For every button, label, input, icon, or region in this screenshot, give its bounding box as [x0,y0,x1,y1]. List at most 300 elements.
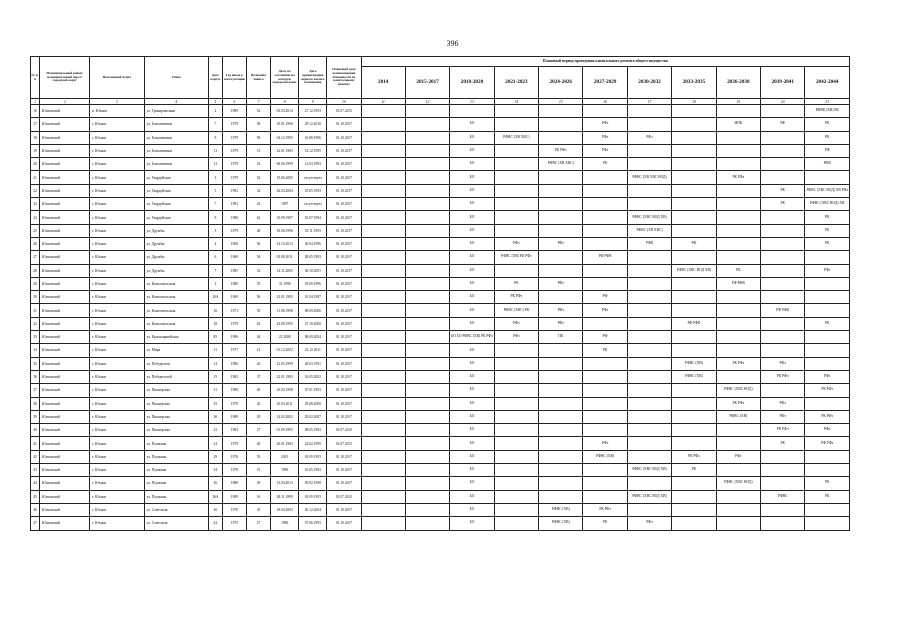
table-row [31,184,850,197]
house-cell: 24 [208,437,222,450]
year-built-cell: 1979 [222,437,246,450]
plan-cell: БО [450,503,494,516]
plan-cell: РК [805,131,850,144]
plan-cell [405,144,449,157]
year-built-cell: 1977 [222,344,246,357]
plan-cell [405,384,449,397]
date-condition-cell: 23.08.1995 [271,317,299,330]
plan-cell [361,464,405,477]
date-privatization-cell: 30.04.1996 [299,237,327,250]
street-cell: ул. Мира [144,344,208,357]
municipality-cell: Юхновский [40,237,90,250]
plan-cell [583,317,627,330]
plan-cell: РК [805,237,850,250]
header-year: 2030-2032 [627,67,671,99]
plan-cell [761,264,805,277]
plan-cell [805,397,850,410]
plan-cell: РК [494,277,538,290]
plan-cell: РФэ [494,317,538,330]
street-cell: ул. Красноармейская [144,331,208,344]
plan-cell [494,517,538,530]
wear-cell: 58 [246,131,270,144]
plan-cell [405,370,449,383]
column-number-cell: 21 [805,99,850,105]
house-cell: 13 [208,158,222,171]
num-cell: 21 [31,171,40,184]
date-privatization-cell: 30.10.2001 [299,264,327,277]
deadline-cell: 01.10.2017 [327,158,361,171]
num-cell: 26 [31,237,40,250]
header-year: 2033-2035 [672,67,716,99]
plan-cell [627,503,671,516]
wear-cell: 37 [246,370,270,383]
house-cell: 26 [208,503,222,516]
plan-cell [716,317,760,330]
header-year: 2027-2029 [583,67,627,99]
header-settlement: Населенный пункт [90,57,144,99]
street-cell: ул. Гвардейская [144,184,208,197]
wear-cell: 27 [246,424,270,437]
table-row [31,503,850,516]
wear-cell: 29 [246,477,270,490]
plan-cell: РФВ [805,158,850,171]
plan-cell [761,158,805,171]
wear-cell: 48 [246,224,270,237]
plan-cell: РФ [672,237,716,250]
plan-cell: РФэ [627,517,671,530]
date-condition-cell: 1997 [271,198,299,211]
deadline-cell: 01.10.2017 [327,370,361,383]
plan-cell [361,490,405,503]
plan-cell [716,291,760,304]
plan-cell: РФэ [805,264,850,277]
date-condition-cell: 31.1998 [271,277,299,290]
num-cell: 16 [31,105,40,118]
plan-cell [361,131,405,144]
plan-cell: РФК [627,237,671,250]
municipality-cell: Юхновский [40,357,90,370]
plan-cell [361,517,405,530]
plan-cell: РФВС (ХВС ВОД) [716,477,760,490]
date-privatization-cell: 12.03.1993 [299,158,327,171]
deadline-cell: 01.10.2017 [327,171,361,184]
plan-cell [716,131,760,144]
header-date-privatization: Дата приватизации первого жилого помещения [299,57,327,99]
table-row [31,331,850,344]
settlement-cell: г. Юхнов [90,317,144,330]
num-cell: 29 [31,277,40,290]
plan-cell [716,158,760,171]
plan-cell [627,477,671,490]
deadline-cell: 01.10.2017 [327,384,361,397]
plan-cell [494,344,538,357]
date-condition-cell: 28.11.1999 [271,490,299,503]
plan-cell [405,251,449,264]
wear-cell: 42 [246,198,270,211]
date-privatization-cell: 07.01.1993 [299,384,327,397]
plan-cell: РФВС (ХВС ВОД ХВ) [627,211,671,224]
municipality-cell: Юхновский [40,184,90,197]
municipality-cell: Юхновский [40,264,90,277]
plan-cell: БО [450,424,494,437]
plan-cell [672,184,716,197]
plan-cell [761,503,805,516]
plan-cell [672,131,716,144]
plan-cell [494,158,538,171]
header-year: 2014 [361,67,405,99]
column-number-cell: 11 [361,99,405,105]
header-plan-period: Плановый период проведения капитального ремонта общего имущества [361,57,850,67]
date-condition-cell: 14.10.2013 [271,237,299,250]
date-privatization-cell: 18.05.1993 [299,184,327,197]
plan-cell [539,198,583,211]
header-row-1 [31,57,850,67]
header-municipality: Муниципальный район/муниципальный округ/городской округ [40,57,90,99]
plan-cell [761,251,805,264]
plan-cell: ПК [539,331,583,344]
house-cell: 36А [208,490,222,503]
street-cell: ул. Комсомольская [144,304,208,317]
column-number-cell: 7 [246,99,270,105]
plan-cell [716,517,760,530]
plan-cell [627,105,671,118]
street-cell: ул. Пушкина [144,477,208,490]
date-condition-cell: 13.04.2013 [271,477,299,490]
column-number-cell: 2 [40,99,90,105]
year-built-cell: 1979 [222,118,246,131]
house-cell: 15 [208,370,222,383]
settlement-cell: г. Юхнов [90,397,144,410]
plan-cell [805,171,850,184]
year-built-cell: 1988 [222,410,246,423]
plan-cell [672,384,716,397]
plan-cell: РФэ [805,370,850,383]
num-cell: 40 [31,424,40,437]
header-num: № п/п [31,57,40,99]
plan-cell [761,331,805,344]
plan-cell: РФ [583,331,627,344]
plan-cell [405,410,449,423]
plan-cell [494,397,538,410]
wear-cell: 62 [246,317,270,330]
table-row [31,171,850,184]
street-cell: ул. Пионерская [144,424,208,437]
settlement-cell: г. Юхнов [90,450,144,463]
plan-cell: РФ РФК [761,304,805,317]
plan-cell: РФ РФВ [583,251,627,264]
plan-cell [716,424,760,437]
header-wear: Величина износа [246,57,270,99]
plan-cell [361,264,405,277]
plan-cell: РК [583,344,627,357]
year-built-cell: 1988 [222,211,246,224]
table-row [31,144,850,157]
plan-cell [539,105,583,118]
deadline-cell: 01.10.2017 [327,198,361,211]
plan-cell [494,370,538,383]
plan-cell [672,490,716,503]
column-number-cell: 18 [672,99,716,105]
municipality-cell: Юхновский [40,517,90,530]
plan-cell [539,450,583,463]
plan-cell [805,304,850,317]
plan-cell: РК РФэ [716,357,760,370]
plan-cell [672,118,716,131]
year-built-cell: 1989 [222,105,246,118]
house-cell: 5 [208,184,222,197]
plan-cell [627,317,671,330]
plan-cell [761,144,805,157]
plan-cell [539,464,583,477]
plan-cell: РФэ [716,450,760,463]
num-cell: 39 [31,410,40,423]
plan-cell [716,224,760,237]
municipality-cell: Юхновский [40,410,90,423]
plan-cell [672,331,716,344]
num-cell: 43 [31,464,40,477]
settlement-cell: г. Юхнов [90,224,144,237]
plan-cell [761,291,805,304]
plan-cell [583,410,627,423]
plan-cell: БО [450,384,494,397]
settlement-cell: г. Юхнов [90,277,144,290]
deadline-cell: 01.10.2017 [327,517,361,530]
house-cell: 29 [208,450,222,463]
year-built-cell: 1988 [222,477,246,490]
date-privatization-cell: 01.04.1997 [299,291,327,304]
plan-cell [583,211,627,224]
wear-cell: 40 [246,437,270,450]
column-number-cell: 20 [761,99,805,105]
house-cell: 9 [208,211,222,224]
house-cell: 23 [208,424,222,437]
plan-cell [672,144,716,157]
plan-cell [405,397,449,410]
settlement-cell: г. Юхнов [90,503,144,516]
wear-cell: 55 [246,304,270,317]
plan-cell: РФэ [539,237,583,250]
plan-cell: РК РФэ [494,291,538,304]
house-cell: 31 [208,384,222,397]
plan-cell [672,304,716,317]
num-cell: 34 [31,344,40,357]
header-year: 2021-2023 [494,67,538,99]
municipality-cell: Юхновский [40,171,90,184]
capital-repair-table [30,56,850,531]
wear-cell: 55 [246,277,270,290]
date-condition-cell: 10.01.1996 [271,118,299,131]
plan-cell: РФэ [539,317,583,330]
date-privatization-cell: 01.07.1994 [299,211,327,224]
municipality-cell: Юхновский [40,490,90,503]
plan-cell [405,517,449,530]
deadline-cell: 01.10.2017 [327,264,361,277]
plan-cell: РК РФэ [761,370,805,383]
header-year: 2042-2044 [805,67,850,99]
plan-cell: РФВС (ХВ ХВС ВОД) [627,171,671,184]
plan-cell [405,211,449,224]
plan-cell [583,277,627,290]
wear-cell: 16 [246,490,270,503]
municipality-cell: Юхновский [40,224,90,237]
plan-cell [494,490,538,503]
date-privatization-cell: отсутствует [299,171,327,184]
plan-cell [405,118,449,131]
municipality-cell: Юхновский [40,251,90,264]
deadline-cell: 01.10.2017 [327,291,361,304]
num-cell: 47 [31,517,40,530]
column-number-cell: 13 [450,99,494,105]
settlement-cell: г. Юхнов [90,184,144,197]
header-year: 2018-2020 [450,67,494,99]
column-number-cell: 1 [31,99,40,105]
plan-cell [583,464,627,477]
plan-cell: РК [583,517,627,530]
wear-cell: 29 [246,410,270,423]
column-number-cell: 8 [271,99,299,105]
table-body [31,105,850,531]
num-cell: 28 [31,264,40,277]
plan-cell [361,105,405,118]
plan-cell [494,171,538,184]
plan-cell [672,344,716,357]
wear-cell: 44 [246,331,270,344]
date-condition-cell: 23.01.1995 [271,291,299,304]
plan-cell: БО [450,198,494,211]
plan-cell: БО [450,118,494,131]
plan-cell [494,410,538,423]
plan-cell [405,158,449,171]
plan-cell [583,490,627,503]
plan-cell [716,437,760,450]
year-built-cell: 1992 [222,184,246,197]
plan-cell [761,384,805,397]
plan-cell [805,357,850,370]
plan-cell [361,277,405,290]
plan-cell [494,105,538,118]
date-condition-cell: 01.09.1995 [271,424,299,437]
plan-cell [494,264,538,277]
house-cell: 3 [208,277,222,290]
table-row [31,397,850,410]
plan-cell [805,291,850,304]
plan-cell [627,251,671,264]
plan-cell: БО [450,277,494,290]
house-cell: 36 [208,477,222,490]
plan-cell: БО [450,131,494,144]
header-year: 2036-2038 [716,67,760,99]
plan-cell [761,105,805,118]
plan-cell [627,397,671,410]
column-number-cell: 12 [405,99,449,105]
plan-cell [716,304,760,317]
column-number-cell: 9 [299,99,327,105]
date-condition-cell: 2013 [271,450,299,463]
table-row [31,477,850,490]
plan-cell [672,198,716,211]
house-cell: 36 [208,410,222,423]
year-built-cell: 1978 [222,464,246,477]
settlement-cell: г. Юхнов [90,370,144,383]
plan-cell: РФВС (ХВ) [672,370,716,383]
num-cell: 22 [31,184,40,197]
plan-cell [494,437,538,450]
municipality-cell: Юхновский [40,424,90,437]
plan-cell [539,410,583,423]
street-cell: ул. Дружбы [144,237,208,250]
street-cell: ул. Пионерская [144,397,208,410]
header-year-built: Год ввода в эксплуатацию [222,57,246,99]
plan-cell: БО БО РФВС (ХВ) РК РФэ [450,331,494,344]
date-condition-cell: 14.11.2005 [271,264,299,277]
wear-cell: 54 [246,251,270,264]
plan-cell [627,184,671,197]
year-built-cell: 1968 [222,251,246,264]
plan-cell: РФВС (ХВС ВОД ХВ) [627,464,671,477]
column-number-cell: 15 [539,99,583,105]
house-cell: 3 [208,171,222,184]
deadline-cell: 01.07.2015 [327,105,361,118]
plan-cell: БО [450,304,494,317]
plan-cell [361,477,405,490]
settlement-cell: г. Юхнов [90,264,144,277]
date-privatization-cell: 08.09.2006 [299,304,327,317]
year-built-cell: 1989 [222,490,246,503]
column-number-cell: 3 [90,99,144,105]
street-cell: ул. Гвардейская [144,198,208,211]
date-condition-cell: 12.05.1999 [271,357,299,370]
plan-cell [805,277,850,290]
plan-cell: РК [761,437,805,450]
date-condition-cell: 22.01.1983 [271,370,299,383]
settlement-cell: г. Юхнов [90,357,144,370]
plan-cell [405,131,449,144]
plan-cell: БО [450,490,494,503]
plan-cell: БО [450,291,494,304]
plan-cell: РФэ [805,424,850,437]
plan-cell [539,370,583,383]
year-built-cell: 1968 [222,291,246,304]
num-cell: 32 [31,317,40,330]
wear-cell: 56 [246,291,270,304]
plan-cell: РФэ [583,144,627,157]
plan-cell: РК [805,211,850,224]
plan-cell: РФВС (ХВС ВОД) [716,384,760,397]
plan-cell: РК РФэ [716,397,760,410]
plan-cell: ИПК [716,118,760,131]
plan-cell [361,424,405,437]
house-cell: 4 [208,237,222,250]
table-row [31,317,850,330]
street-cell: ул. Пионерская [144,410,208,423]
plan-cell [672,477,716,490]
plan-cell [361,118,405,131]
plan-cell [405,224,449,237]
plan-cell: БО [450,237,494,250]
table-row [31,517,850,530]
date-condition-cell: 1996 [271,464,299,477]
plan-cell [627,344,671,357]
plan-cell [716,237,760,250]
num-cell: 19 [31,144,40,157]
street-cell: ул. Тренировочная [144,105,208,118]
plan-cell: БО [450,517,494,530]
plan-cell [539,344,583,357]
table-row [31,291,850,304]
plan-cell: РФэ [583,437,627,450]
plan-cell [583,105,627,118]
table-row [31,131,850,144]
